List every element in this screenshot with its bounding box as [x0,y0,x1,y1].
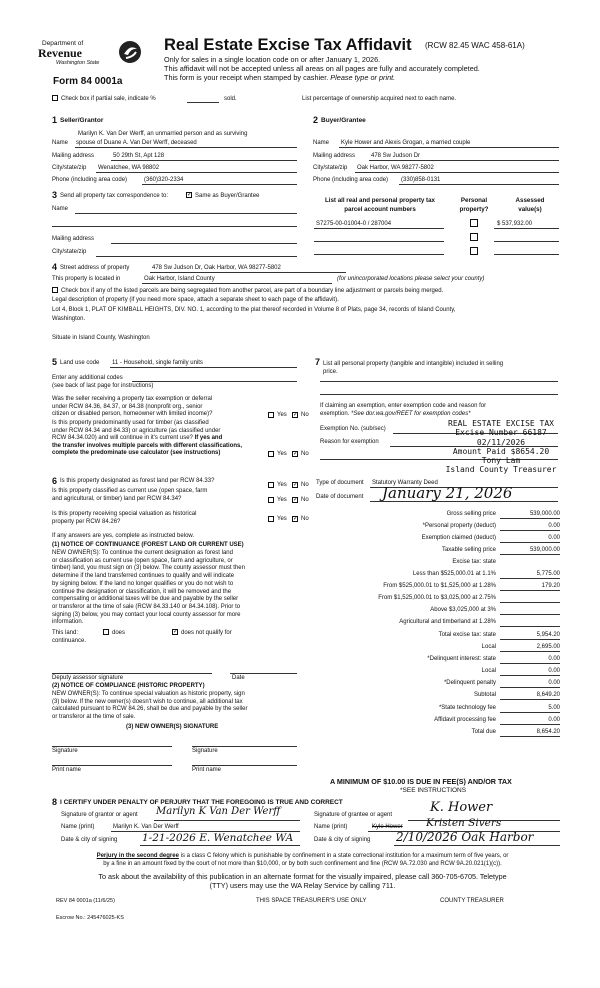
buyer-city-label: City/state/zip [313,165,348,171]
buyer-mail-label: Mailing address [313,153,356,159]
land-use-line [110,367,297,368]
grantee-date-line [394,845,560,846]
s6-q2-no-checkbox[interactable] [292,497,298,503]
does-not-label: does not qualify for [181,630,232,636]
timber-question: Is this property predominantly used for timber (as classified under RCW 84.34 and 84.33) or agriculture (as classified under RCW 84.34.020) and will continue in it's current use? If yes and the transfer involves multiple parcels with different classifications, complete the predominate use calculator (see instructions) [52,420,243,457]
correspondence-label: Send all property tax correspondence to: [60,193,169,199]
grantor-date-label: Date & city of signing [61,837,118,843]
see-back-note: (see back of last page for instructions) [52,383,154,389]
owner-print-line-1[interactable] [52,765,172,766]
legal-description-1: Lot 4, Block 1, PLAT OF KIMBALL HEIGHTS, DIV. NO. 1, according to the plat thereof recorded in Volume 8 of Plats, page 34, records of Island County, [52,307,456,313]
form-title: Real Estate Excise Tax Affidavit [164,36,412,54]
doc-date-label: Date of document [316,494,364,500]
notice-continuance-heading: (1) NOTICE OF CONTINUANCE (FOREST LAND OR CURRENT USE) [52,542,244,548]
grantor-signature[interactable]: Marilyn K Van Der Werff [156,806,281,817]
does-checkbox[interactable] [103,629,109,635]
calc-value[interactable]: 0.00 [548,656,560,662]
seller-phone-label: Phone (including area code) [52,177,128,183]
buyer-city-line [355,172,559,173]
street-address-label: Street address of property [60,265,130,271]
calc-line [500,602,560,603]
segregation-checkbox[interactable] [52,287,58,293]
seller-city-label: City/state/zip [52,165,87,171]
seller-phone-line [142,184,297,185]
grantor-name-label: Name (print) [61,824,95,830]
section-8-number: 8 [52,797,58,807]
personal-col-header: Personal property? [459,197,489,213]
doc-type-label: Type of document [316,480,364,486]
state-label: Washington State [56,60,100,66]
exemption-no-label: Exemption No. (sub/sec) [320,426,386,432]
see-instructions: *SEE INSTRUCTIONS [400,787,467,794]
calc-label: *Personal property (deduct) [422,523,496,529]
parcel-line-2 [314,241,444,242]
same-as-buyer-checkbox[interactable] [186,192,192,198]
header-line-1: Only for sales in a single location code on or after January 1, 2026. [164,55,381,64]
seller-name-line1: Marilyn K. Van Der Werff, an unmarried person and as surviving [78,131,248,137]
calc-label: Local [481,644,496,650]
q1-no-label: No [301,412,309,418]
calc-label: Subtotal [473,692,496,698]
section-7-number: 7 [315,357,321,367]
grantor-name-value[interactable]: Marilyn K. Van Der Werff [113,824,179,830]
this-land-label: This land: [52,630,79,636]
calc-line [500,530,560,531]
ownership-note: List percentage of ownership acquired next to each name. [302,96,457,102]
seller-name-label: Name [52,140,69,146]
personal-property-line-2[interactable] [320,394,558,395]
owner-print-label-1: Print name [52,767,82,773]
form-number: Form 84 0001a [53,76,123,87]
deputy-sig-label: Deputy assessor signature [52,675,124,681]
buyer-name-line [339,147,559,148]
continuance-label: continuance. [52,638,87,644]
doc-type-value[interactable]: Statutory Warranty Deed [372,480,438,486]
seller-phone-value[interactable]: (360)320-2334 [144,177,184,183]
parcel-number[interactable]: S7275-00-01004-0 / 287004 [316,221,392,227]
same-as-buyer-label: Same as Buyer/Grantee [195,193,260,199]
new-owner-sig-heading: (3) NEW OWNER(S) SIGNATURE [126,724,219,730]
s3-city-line[interactable] [96,256,297,257]
exemption-instruction: If claiming an exemption, enter exemption code and reason for exemption. *See dor.wa.gov/REET for exemption codes* [320,403,487,417]
owner-print-line-2[interactable] [192,765,297,766]
s6-q2-no-label: No [301,497,309,503]
buyer-name-value[interactable]: Kyle Hower and Alexis Grogan, a married couple [341,140,471,146]
grantee-date-label: Date & city of signing [314,837,371,843]
s6-q3-yes-label: Yes [277,516,287,522]
dept-label: Department of [42,40,84,47]
unincorporated-note: (for unincorporated locations please select your county) [337,276,485,282]
calc-value[interactable]: 5,954.20 [536,632,560,638]
calc-label: From $1,525,000.01 to $3,025,000 at 2.75% [378,595,496,601]
historic-question: Is this property receiving special valuation as historical property per RCW 84.26? [52,511,197,525]
q2-no-label: No [301,451,309,457]
owner-sig-label-1: Signature [52,748,78,754]
parcel-line-3 [314,254,444,255]
calc-value[interactable]: 0.00 [548,717,560,723]
buyer-mail-value[interactable]: 478 Sw Judson Dr [371,153,421,159]
assessed-value[interactable]: $ 537,932.00 [497,221,533,227]
buyer-mail-line [369,160,559,161]
personal-property-line-1[interactable] [320,381,558,382]
parcel-col-header: List all real and personal property tax parcel account numbers [324,197,436,213]
calc-value[interactable]: 0.00 [548,680,560,686]
s6-q2-yes-label: Yes [277,497,287,503]
street-address-line [150,272,346,273]
section-2-number: 2 [313,115,319,125]
minimum-notice: A MINIMUM OF $10.00 IS DUE IN FEE(S) AND/OR TAX [330,777,512,786]
deputy-date-line[interactable] [230,673,297,674]
assessed-line-3 [494,254,559,255]
calc-value[interactable]: 8,649.20 [536,692,560,698]
header-line-3: This form is your receipt when stamped by cashier. Please type or print. [164,73,396,82]
does-label: does [112,630,126,636]
calc-value[interactable]: 2,695.00 [536,644,560,650]
s3-mail-label: Mailing address [52,236,95,242]
does-not-checkbox[interactable] [172,629,178,635]
calc-line [500,542,560,543]
buyer-phone-label: Phone (including area code) [313,177,389,183]
seller-city-value[interactable]: Wenatchee, WA 98802 [98,165,160,171]
revenue-label: Revenue [38,46,82,60]
s6-q3-no-label: No [301,516,309,522]
escrow-number: Escrow No.: 245476025-KS [56,915,124,921]
section-5-number: 5 [52,357,58,367]
s3-mail-line[interactable] [111,243,297,244]
calc-line [500,614,560,615]
calc-line [500,578,560,579]
calc-line [500,626,560,627]
section-3-number: 3 [52,190,58,200]
seller-mail-line [111,160,297,161]
grantor-date-line [140,845,300,846]
buyer-phone-line [399,184,559,185]
assessed-col-header: Assessed value(s) [515,197,545,213]
section-1-number: 1 [52,115,58,125]
calc-value[interactable]: 8,654.20 [536,729,560,735]
notice-continuance-text: NEW OWNER(S): To continue the current designation as forest land or classification as current use (open space, farm and agriculture, or timber) land, you must sign on (3) below. The county assessor must then determine if the land transferred continues to qualify and will indicate by signing below. If the land no longer qualifies or you do not wish to continue the designation or classification, it will be removed and the compensating or additional taxes will be due and payable by the seller or transferor at the time of sale (RCW 84.33.140 or 84.34.108). Prior to signing (3) below, you may contact your local county assessor for more information. [52,550,245,626]
grantee-name-struck: Kyle Hower [372,824,403,830]
q2-yes-checkbox[interactable] [268,451,274,457]
street-address-value[interactable]: 478 Sw Judson Dr, Oak Harbor, WA 98277-5802 [152,265,281,271]
calc-label: Total excise tax: state [438,632,496,638]
seller-mail-label: Mailing address [52,153,95,159]
calc-value[interactable]: 539,000.00 [529,547,560,553]
personal-checkbox-2[interactable] [470,233,478,241]
calc-value[interactable]: 179.20 [541,583,560,589]
s3-name-line[interactable] [75,213,297,214]
calc-line [500,554,560,555]
doc-date-line [370,501,558,502]
section-4-number: 4 [52,262,58,272]
calc-line [500,663,560,664]
calc-line [500,639,560,640]
calc-label: *Delinquent penalty [443,680,496,686]
grantee-sig-label: Signature of grantee or agent [314,812,393,818]
partial-sale-label: Check box if partial sale, indicate % [61,96,156,102]
s3-city-label: City/state/zip [52,249,87,255]
personal-checkbox-1[interactable] [470,219,478,227]
grantor-sig-label: Signature of grantor or agent [61,812,138,818]
grantee-name-value[interactable]: Kristen Sivers [426,817,502,829]
calc-label: Agricultural and timberland at 1.28% [399,619,496,625]
county-treasurer-label: COUNTY TREASURER [440,898,504,904]
calc-line [500,724,560,725]
situate-text: Situate in Island County, Washington [52,335,150,341]
dor-logo [34,40,148,80]
calc-label: From $525,000.01 to $1,525,000 at 1.28% [383,583,496,589]
calc-label: Less than $525,000.01 at 1.1% [412,571,496,577]
personal-checkbox-3[interactable] [470,247,478,255]
buyer-heading: Buyer/Grantee [321,117,366,124]
assessed-line-1 [494,228,559,229]
calc-label: Total due [471,729,496,735]
location-label: This property is located in [52,276,121,282]
reason-label: Reason for exemption [320,439,379,445]
owner-sig-label-2: Signature [192,748,218,754]
calc-line [500,590,560,591]
calc-line [500,736,560,737]
calc-label: Excise tax: state [452,559,496,565]
calc-value[interactable]: 5,775.00 [536,571,560,577]
calc-value[interactable]: 0.00 [548,523,560,529]
notice-compliance-heading: (2) NOTICE OF COMPLIANCE (HISTORIC PROPERTY) [52,683,205,689]
grantee-name-label: Name (print) [314,824,348,830]
calc-label: Local [481,668,496,674]
s6-q1-no-checkbox[interactable] [292,482,298,488]
accessibility-notice: To ask about the availability of this publication in an alternate format for the visually impaired, please call 360-705-6705. Teletype (TTY) users may use the WA Relay Service by calling 711. [98,872,507,890]
s3-name-label: Name [52,206,69,212]
owner-sig-line-2[interactable] [192,746,297,747]
s6-q1-yes-label: Yes [277,482,287,488]
additional-codes-label: Enter any additional codes [52,375,123,381]
calc-line [500,675,560,676]
s6-q1-yes-checkbox[interactable] [268,482,274,488]
s6-q2-yes-checkbox[interactable] [268,497,274,503]
calc-label: *Delinquent interest: state [427,656,496,662]
parcel-line-1 [314,228,444,229]
partial-sale-checkbox[interactable] [52,95,58,101]
answers-note: If any answers are yes, complete as instructed below. [52,533,195,539]
rcw-reference: (RCW 82.45 WAC 458-61A) [425,41,525,50]
calc-label: *State technology fee [438,705,496,711]
grantor-sig-line [154,820,300,821]
calc-label: Above $3,025,000 at 3% [430,607,496,613]
rev-number: REV 84 0001a (11/6/25) [56,898,115,904]
partial-percent-field[interactable] [187,102,219,103]
s6-q3-yes-checkbox[interactable] [268,516,274,522]
buyer-name-label: Name [313,140,330,146]
seller-mail-value[interactable]: 50 29th St, Apt 128 [113,153,165,159]
calc-line [500,651,560,652]
q2-no-checkbox[interactable] [292,451,298,457]
calc-line [500,699,560,700]
location-line [142,283,332,284]
partial-sold-label: sold. [224,96,237,102]
q1-yes-label: Yes [277,412,287,418]
header-line-2: This affidavit will not be accepted unless all areas on all pages are fully and accurately completed. [164,64,480,73]
calc-value[interactable]: 539,000.00 [529,511,560,517]
additional-codes-line[interactable] [132,381,297,382]
personal-property-label: List all personal property (tangible and intangible) included in selling price. [323,361,504,375]
segregation-label: Check box if any of the listed parcels are being segregated from another parcel, are part of a boundary line adjustment or parcels being merged. [61,288,444,294]
calc-line [500,518,560,519]
section-6-number: 6 [52,476,58,486]
assessed-line-2 [494,241,559,242]
q1-no-checkbox[interactable] [292,412,298,418]
calc-label: Gross selling price [446,511,496,517]
calc-line [500,712,560,713]
seller-city-line [96,172,297,173]
calc-value[interactable]: 0.00 [548,668,560,674]
s6-q1-no-label: No [301,482,309,488]
seller-name-value[interactable]: spouse of Duane A. Van Der Werff, deceased [76,140,197,146]
owner-sig-line-1[interactable] [52,746,172,747]
deputy-sig-line[interactable] [52,673,212,674]
seller-heading: Seller/Grantor [60,117,104,124]
forest-question: Is this property designated as forest land per RCW 84.33? [60,478,215,484]
calc-label: Exemption claimed (deduct) [421,535,496,541]
treasurer-stamp: REAL ESTATE EXCISE TAX Excise Number 66187 02/11/2026 Amount Paid $8654.20 Tony Lam Island County Treasurer [445,419,557,475]
calc-label: Affidavit processing fee [434,717,496,723]
grantee-signature[interactable]: K. Hower [430,800,493,815]
calc-line [500,687,560,688]
legal-description-label: Legal description of property (if you need more space, attach a separate sheet to each page of the affidavit). [52,297,339,303]
buyer-city-value[interactable]: Oak Harbor, WA 98277-5802 [357,165,434,171]
dor-swirl-icon [118,40,142,64]
land-use-label: Land use code [60,360,100,366]
location-value[interactable]: Oak Harbor, Island County [144,276,215,282]
calc-label: Taxable selling price [441,547,496,553]
q2-yes-label: Yes [277,451,287,457]
exemption-question: Was the seller receiving a property tax exemption or deferral under RCW 84.36, 84.37, or 84.38 (nonprofit org., senior citizen or disabled person, homeowner with limited income)? [52,396,213,418]
q1-yes-checkbox[interactable] [268,412,274,418]
certify-heading: I CERTIFY UNDER PENALTY OF PERJURY THAT THE FOREGOING IS TRUE AND CORRECT [60,799,343,806]
grantee-date-value[interactable]: 2/10/2026 Oak Harbor [396,830,534,844]
s3-extra-line [52,226,297,227]
grantor-date-value[interactable]: 1-21-2026 E. Wenatchee WA [142,832,294,844]
seller-name-line [75,147,297,148]
notice-compliance-text: NEW OWNER(S): To continue special valuation as historic property, sign (3) below. If the new owner(s) doesn't wish to continue, all additional tax calculated pursuant to RCW 84.26, shall be due and payable by the seller or transferor at the time of sale. [52,691,248,721]
treasurer-use-label: THIS SPACE TREASURER'S USE ONLY [256,898,367,904]
legal-description-2: Washington. [52,316,86,322]
calc-value[interactable]: 0.00 [548,535,560,541]
buyer-phone-value[interactable]: (330)858-0131 [401,177,441,183]
owner-print-label-2: Print name [192,767,222,773]
calc-value[interactable]: 5.00 [548,705,560,711]
s6-q3-no-checkbox[interactable] [292,516,298,522]
current-use-question: Is this property classified as current use (open space, farm and agricultural, or timber) land per RCW 84.34? [52,488,208,502]
deputy-date-label: Date [232,675,245,681]
land-use-value[interactable]: 11 - Household, single family units [112,360,203,366]
doc-date-value[interactable]: January 21, 2026 [382,484,513,502]
perjury-notice: Perjury in the second degree is a class C felony which is punishable by confinement in a state correctional institution for a maximum term of five years, or by a fine in an amount fixed by the court of not more than $10,000, or by both such confinement and fine (RCW 9A.72.030 and RCW 9A.20.021(1)(c)). [96,853,509,867]
